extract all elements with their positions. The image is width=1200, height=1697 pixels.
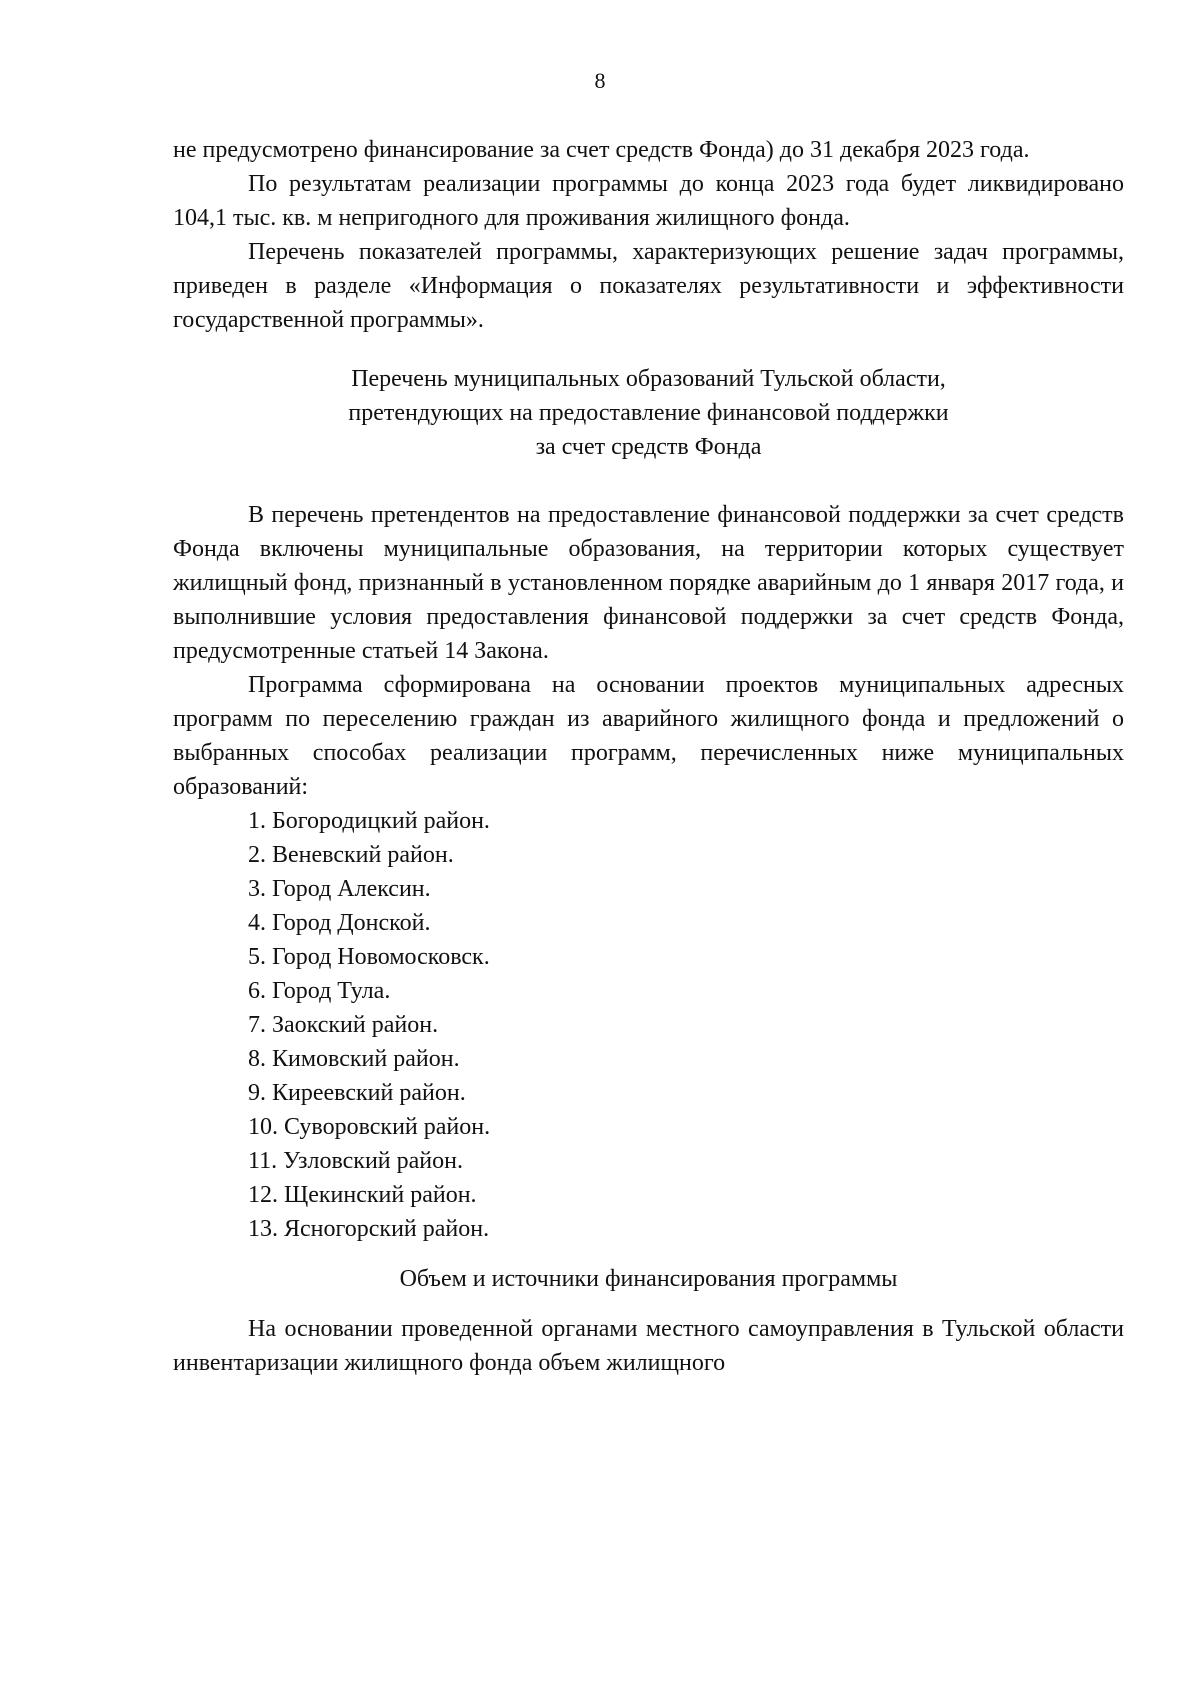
list-item: 13. Ясногорский район. xyxy=(248,1216,490,1242)
heading-line: за счет средств Фонда xyxy=(535,434,762,460)
list-item: 3. Город Алексин. xyxy=(248,876,431,902)
list-item: 12. Щекинский район. xyxy=(248,1182,477,1208)
paragraph-financing: На основании проведенной органами местного самоуправления в Тульской области инвентаризации жилищного фонда объем жилищного xyxy=(173,1316,1124,1376)
paragraph-continuation: не предусмотрено финансирование за счет средств Фонда) до 31 декабря 2023 года. xyxy=(173,137,1030,163)
paragraph-results: По результатам реализации программы до конца 2023 года будет ликвидировано 104,1 тыс. кв. м непригодного для проживания жилищного фонда. xyxy=(173,171,1124,231)
paragraph-applicants: В перечень претендентов на предоставление финансовой поддержки за счет средств Фонда включены муниципальные образования, на территории которых существует жилищный фонд, признанный в установленном порядке аварийным до 1 января 2017 года, и выполнившие условия предоставления финансовой поддержки за счет средств Фонда, предусмотренные статьей 14 Закона. xyxy=(173,502,1124,664)
list-item: 5. Город Новомосковск. xyxy=(248,944,490,970)
paragraph-program-basis: Программа сформирована на основании проектов муниципальных адресных программ по переселению граждан из аварийного жилищного фонда и предложений о выбранных способах реализации программ, перечисленных ниже муниципальных образований: xyxy=(173,672,1124,800)
heading-line: Перечень муниципальных образований Тульской области, xyxy=(351,366,946,392)
heading-line: претендующих на предоставление финансовой поддержки xyxy=(348,400,949,426)
list-item: 4. Город Донской. xyxy=(248,910,431,936)
municipalities-list xyxy=(173,804,1124,1246)
section-heading-municipalities xyxy=(173,362,1124,464)
page-number: 8 xyxy=(594,68,606,93)
page-content xyxy=(173,133,1124,1380)
list-item: 7. Заокский район. xyxy=(248,1012,439,1038)
paragraph-indicators: Перечень показателей программы, характеризующих решение задач программы, приведен в разделе «Информация о показателях результативности и эффективности государственной программы». xyxy=(173,239,1124,333)
section-heading-financing: Объем и источники финансирования программы xyxy=(399,1266,898,1292)
list-item: 6. Город Тула. xyxy=(248,978,391,1004)
list-item: 2. Веневский район. xyxy=(248,842,454,868)
list-item: 1. Богородицкий район. xyxy=(248,808,490,834)
list-item: 11. Узловский район. xyxy=(248,1148,463,1174)
list-item: 9. Киреевский район. xyxy=(248,1080,466,1106)
list-item: 10. Суворовский район. xyxy=(248,1114,491,1140)
list-item: 8. Кимовский район. xyxy=(248,1046,460,1072)
